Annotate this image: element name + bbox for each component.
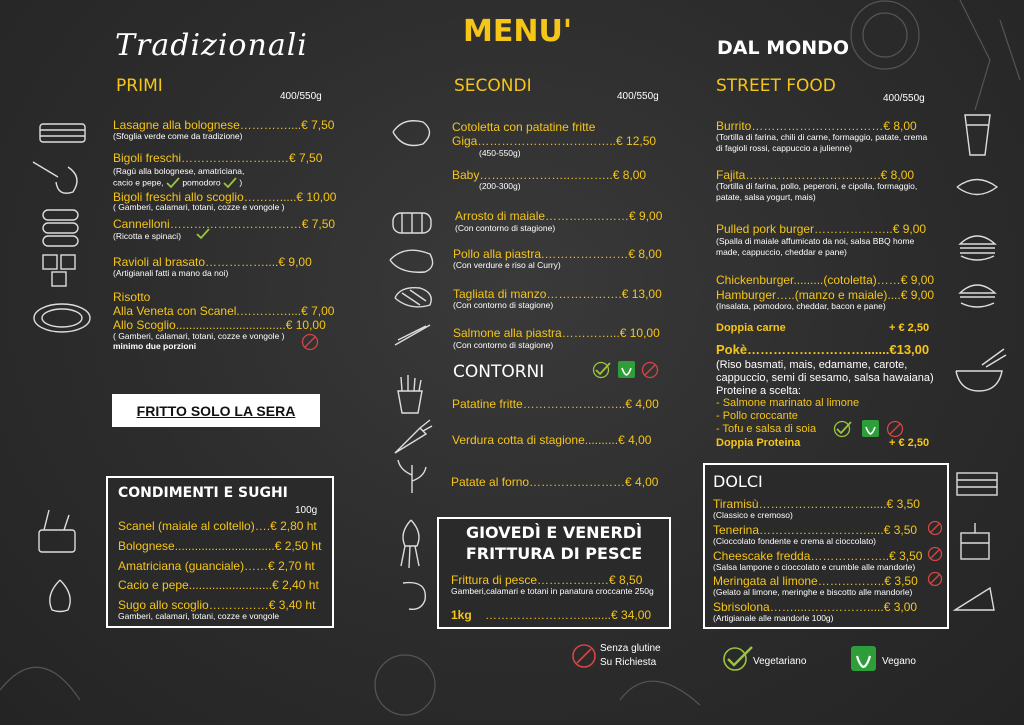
condimenti-title: CONDIMENTI E SUGHI	[118, 485, 288, 501]
carrot-sketch-icon	[390, 418, 435, 458]
risotto-veneta: Alla Veneta con Scanel.…………....€ 7,00	[113, 304, 335, 318]
item-burrito-desc2: di fagioli rossi, cappuccio a julienne)	[716, 143, 853, 153]
doppia-carne-label: Doppia carne	[716, 322, 786, 334]
item-tagliata: Tagliata di manzo……………….€ 13,00	[453, 287, 662, 301]
item-cotoletta-giga: Giga……………………………..€ 12,50	[452, 134, 657, 148]
poke-bowl-sketch-icon	[952, 345, 1008, 395]
cutlet-sketch-icon	[388, 112, 438, 152]
legend-vegano: Vegano	[882, 656, 916, 667]
bigoli-desc-close: )	[239, 177, 243, 188]
item-bigoli-scoglio-desc: ( Gamberi, calamari, totani, cozze e vongole )	[113, 202, 285, 212]
street-food-size: 400/550g	[883, 93, 925, 104]
item-pulled-pork-desc1: (Spalla di maiale affumicato da noi, salsa BBQ home	[716, 236, 915, 246]
condimento-bolognese: Bolognese..............................€ 2,50 ht	[118, 539, 322, 553]
contorni-title: CONTORNI	[453, 362, 545, 382]
cheesecake-slice-sketch-icon	[950, 580, 1000, 620]
shrimp-sketch-icon	[393, 575, 433, 615]
risotto-sketch-icon	[30, 298, 94, 338]
lasagna-sketch-icon	[35, 112, 95, 152]
vegetarian-check-icon	[166, 177, 180, 189]
item-fajita: Fajita…………………………….€ 8,00	[716, 168, 915, 182]
gluten-free-icon	[927, 571, 943, 587]
menu-title: MENU'	[463, 14, 572, 49]
fajita-sketch-icon	[952, 172, 1002, 202]
gluten-free-icon	[927, 520, 943, 536]
garlic-sketch-icon	[40, 575, 80, 615]
item-pollo-desc: (Con verdure e riso al Curry)	[453, 260, 561, 270]
dolce-tenerina-desc: (Cioccolato fondente e crema al cioccolato)	[713, 536, 876, 546]
tradizionali-title: Tradizionali	[115, 28, 308, 63]
item-cotoletta-giga-desc: (450-550g)	[479, 148, 521, 158]
risotto-title: Risotto	[113, 290, 151, 304]
vegetarian-check-icon	[592, 361, 612, 379]
street-food-title: STREET FOOD	[716, 76, 836, 96]
item-arrosto-desc: (Con contorno di stagione)	[455, 223, 556, 233]
burger-desc: (Insalata, pomodoro, cheddar, bacon e pane)	[716, 301, 886, 311]
item-pollo: Pollo alla piastra.…………………€ 8,00	[453, 247, 662, 261]
frittura-kg-label: 1kg	[451, 608, 472, 622]
dolce-tenerina: Tenerina……………………….....€ 3,50	[713, 523, 918, 537]
fritto-banner: FRITTO SOLO LA SERA	[112, 394, 320, 427]
tiramisu-sketch-icon	[952, 463, 1002, 503]
bigoli-desc-cacio: cacio e pepe,	[113, 177, 164, 188]
dolce-tiramisu-desc: (Classico e cremoso)	[713, 510, 793, 520]
cannelloni-sketch-icon	[38, 205, 88, 250]
item-cannelloni-desc: (Ricotta e spinaci)	[113, 231, 182, 241]
poke-protein-salmone: - Salmone marinato al limone	[716, 397, 860, 409]
doppia-proteina-price: + € 2,50	[889, 437, 930, 449]
primi-size: 400/550g	[280, 91, 322, 102]
vegetarian-check-icon	[833, 420, 853, 438]
risotto-note: minimo due porzioni	[113, 341, 197, 351]
gluten-free-icon	[886, 420, 904, 438]
contorno-patatine: Patatine fritte……………………..€ 4,00	[452, 397, 659, 411]
frittura-kg-price: …………………….........€ 34,00	[485, 608, 652, 622]
dal-mondo-title: DAL MONDO	[717, 37, 850, 59]
dolce-sbrisolona: Sbrisolona……....…………….....€ 3,00	[713, 600, 918, 614]
pots-sketch-icon	[34, 505, 84, 565]
doppia-proteina-label: Doppia Proteina	[716, 437, 801, 449]
cake-sketch-icon	[955, 515, 995, 565]
item-hamburger: Hamburger…..(manzo e maiale)....€ 9,00	[716, 288, 935, 302]
frittura-title: FRITTURA DI PESCE	[465, 544, 643, 563]
item-fajita-desc1: (Tortilla di farina, pollo, peperoni, e cipolla, formaggio,	[716, 181, 918, 191]
item-salmone: Salmone alla piastra…………...€ 10,00	[453, 326, 660, 340]
condimento-scoglio: Sugo allo scoglio……………€ 3,40 ht	[118, 598, 316, 612]
item-tagliata-desc: (Con contorno di stagione)	[453, 300, 554, 310]
item-bigoli-desc1: (Ragù alla bolognese, amatriciana,	[113, 166, 245, 176]
poke-protein-tofu: - Tofu e salsa di soia	[716, 423, 817, 435]
item-ravioli-desc: (Artigianali fatti a mano da noi)	[113, 268, 229, 278]
dolce-meringata-desc: (Gelato al limone, meringhe e biscotto alle mandorle)	[713, 587, 913, 597]
condimento-scanel: Scanel (maiale al coltello)….€ 2,80 ht	[118, 519, 317, 533]
item-bigoli-scoglio: Bigoli freschi allo scoglio……….....€ 10,00	[113, 190, 337, 204]
item-baby: Baby…………………..………..€ 8,00	[452, 168, 647, 182]
primi-title: PRIMI	[116, 76, 163, 96]
condimenti-size: 100g	[295, 505, 318, 516]
roast-sketch-icon	[388, 205, 438, 240]
item-cotoletta: Cotoletta con patatine fritte	[452, 120, 596, 134]
doppia-carne-price: + € 2,50	[889, 322, 930, 334]
legend-gluten-line1: Senza glutine	[600, 643, 661, 654]
condimento-amatriciana: Amatriciana (guanciale)……€ 2,70 ht	[118, 559, 315, 573]
dolci-title: DOLCI	[713, 472, 763, 491]
item-bigoli: Bigoli freschi………………………€ 7,50	[113, 151, 323, 165]
legend-gluten-line2: Su Richiesta	[600, 657, 657, 668]
item-lasagne: Lasagne alla bolognese…………....€ 7,50	[113, 118, 335, 132]
vegan-leaf-icon	[618, 361, 636, 379]
ravioli-sketch-icon	[38, 250, 88, 290]
condimenti-box	[106, 476, 334, 628]
salmon-sketch-icon	[390, 320, 435, 350]
item-salmone-desc: (Con contorno di stagione)	[453, 340, 554, 350]
contorno-patate: Patate al forno……………………€ 4,00	[451, 475, 659, 489]
dolce-tiramisu: Tiramisù………………………......€ 3,50	[713, 497, 920, 511]
poke-desc2: cappuccio, semi di sesamo, salsa hawaiana)	[716, 372, 934, 384]
herbs-sketch-icon	[392, 455, 432, 495]
dolce-sbrisolona-desc: (Artigianale alle mandorle 100g)	[713, 613, 834, 623]
item-arrosto: Arrosto di maiale…………………€ 9,00	[455, 209, 663, 223]
chicken-sketch-icon	[385, 242, 440, 277]
condimento-cacio: Cacio e pepe.........................€ 2,40 ht	[118, 578, 319, 592]
dolci-box	[703, 463, 949, 629]
item-bigoli-desc2	[113, 177, 242, 189]
frittura-box	[437, 517, 671, 629]
item-burrito: Burrito……………………………€ 8,00	[716, 119, 917, 133]
fries-sketch-icon	[392, 373, 428, 415]
vegan-legend-icon	[851, 646, 877, 672]
item-fajita-desc2: patate, salsa yogurt, mais)	[716, 192, 816, 202]
item-lasagne-desc: (Sfoglia verde come da tradizione)	[113, 131, 243, 141]
gluten-free-icon	[301, 333, 319, 351]
vegan-leaf-icon	[862, 420, 880, 438]
contorno-verdura: Verdura cotta di stagione..........€ 4,00	[452, 433, 652, 447]
dolce-meringata: Meringata al limone……………..€ 3,50	[713, 574, 918, 588]
squid-sketch-icon	[393, 518, 429, 570]
item-cannelloni: Cannelloni……………………………€ 7,50	[113, 217, 336, 231]
risotto-desc: ( Gamberi, calamari, totani, cozze e vongole )	[113, 331, 285, 341]
item-chickenburger: Chickenburger.........(cotoletta)……€ 9,00	[716, 273, 935, 287]
item-poke: Pokè……………………….......€13,00	[716, 342, 930, 357]
poke-desc1: (Riso basmati, mais, edamame, carote,	[716, 359, 908, 371]
item-pulled-pork-desc2: made, cappuccio, cheddar e pane)	[716, 247, 847, 257]
burger-sketch-icon	[955, 226, 1000, 266]
item-burrito-desc1: (Tortilla di farina, chili di carne, formaggio, patate, crema	[716, 132, 928, 142]
vegetarian-check-icon	[196, 228, 210, 240]
dolce-cheesecake-desc: (Salsa lampone o cioccolato e crumble alle mandorle)	[713, 562, 916, 572]
poke-protein-pollo: - Pollo croccante	[716, 410, 798, 422]
secondi-title: SECONDI	[454, 76, 532, 96]
gluten-free-legend-icon	[571, 643, 597, 669]
burrito-sketch-icon	[955, 110, 1000, 160]
item-baby-desc: (200-300g)	[479, 181, 521, 191]
frittura-item: Frittura di pesce………………€ 8,50	[451, 573, 643, 587]
legend-vegetariano: Vegetariano	[753, 656, 807, 667]
chickenburger-sketch-icon	[955, 275, 1000, 315]
risotto-scoglio: Allo Scoglio.................................€ 10,00	[113, 318, 326, 332]
condimento-scoglio-desc: Gamberi, calamari, totani, cozze e vongole	[118, 611, 280, 621]
bigoli-desc-pomodoro: pomodoro	[182, 177, 221, 188]
steak-sketch-icon	[390, 283, 440, 313]
poke-proteine: Proteine a scelta:	[716, 385, 801, 397]
gluten-free-icon	[641, 361, 659, 379]
vegetarian-check-icon	[223, 177, 237, 189]
item-pulled-pork: Pulled pork burger………………..€ 9,00	[716, 222, 927, 236]
frittura-title-days: GIOVEDÌ E VENERDÌ	[465, 523, 643, 542]
gluten-free-icon	[927, 546, 943, 562]
frittura-desc: Gamberi,calamari e totani in panatura croccante 250g	[451, 586, 654, 596]
vegetarian-legend-icon	[722, 645, 754, 673]
item-ravioli: Ravioli al brasato……………....€ 9,00	[113, 255, 312, 269]
secondi-size: 400/550g	[617, 91, 659, 102]
dolce-cheesecake: Cheescake fredda………………..€ 3,50	[713, 549, 923, 563]
fork-pasta-sketch-icon	[28, 152, 88, 197]
